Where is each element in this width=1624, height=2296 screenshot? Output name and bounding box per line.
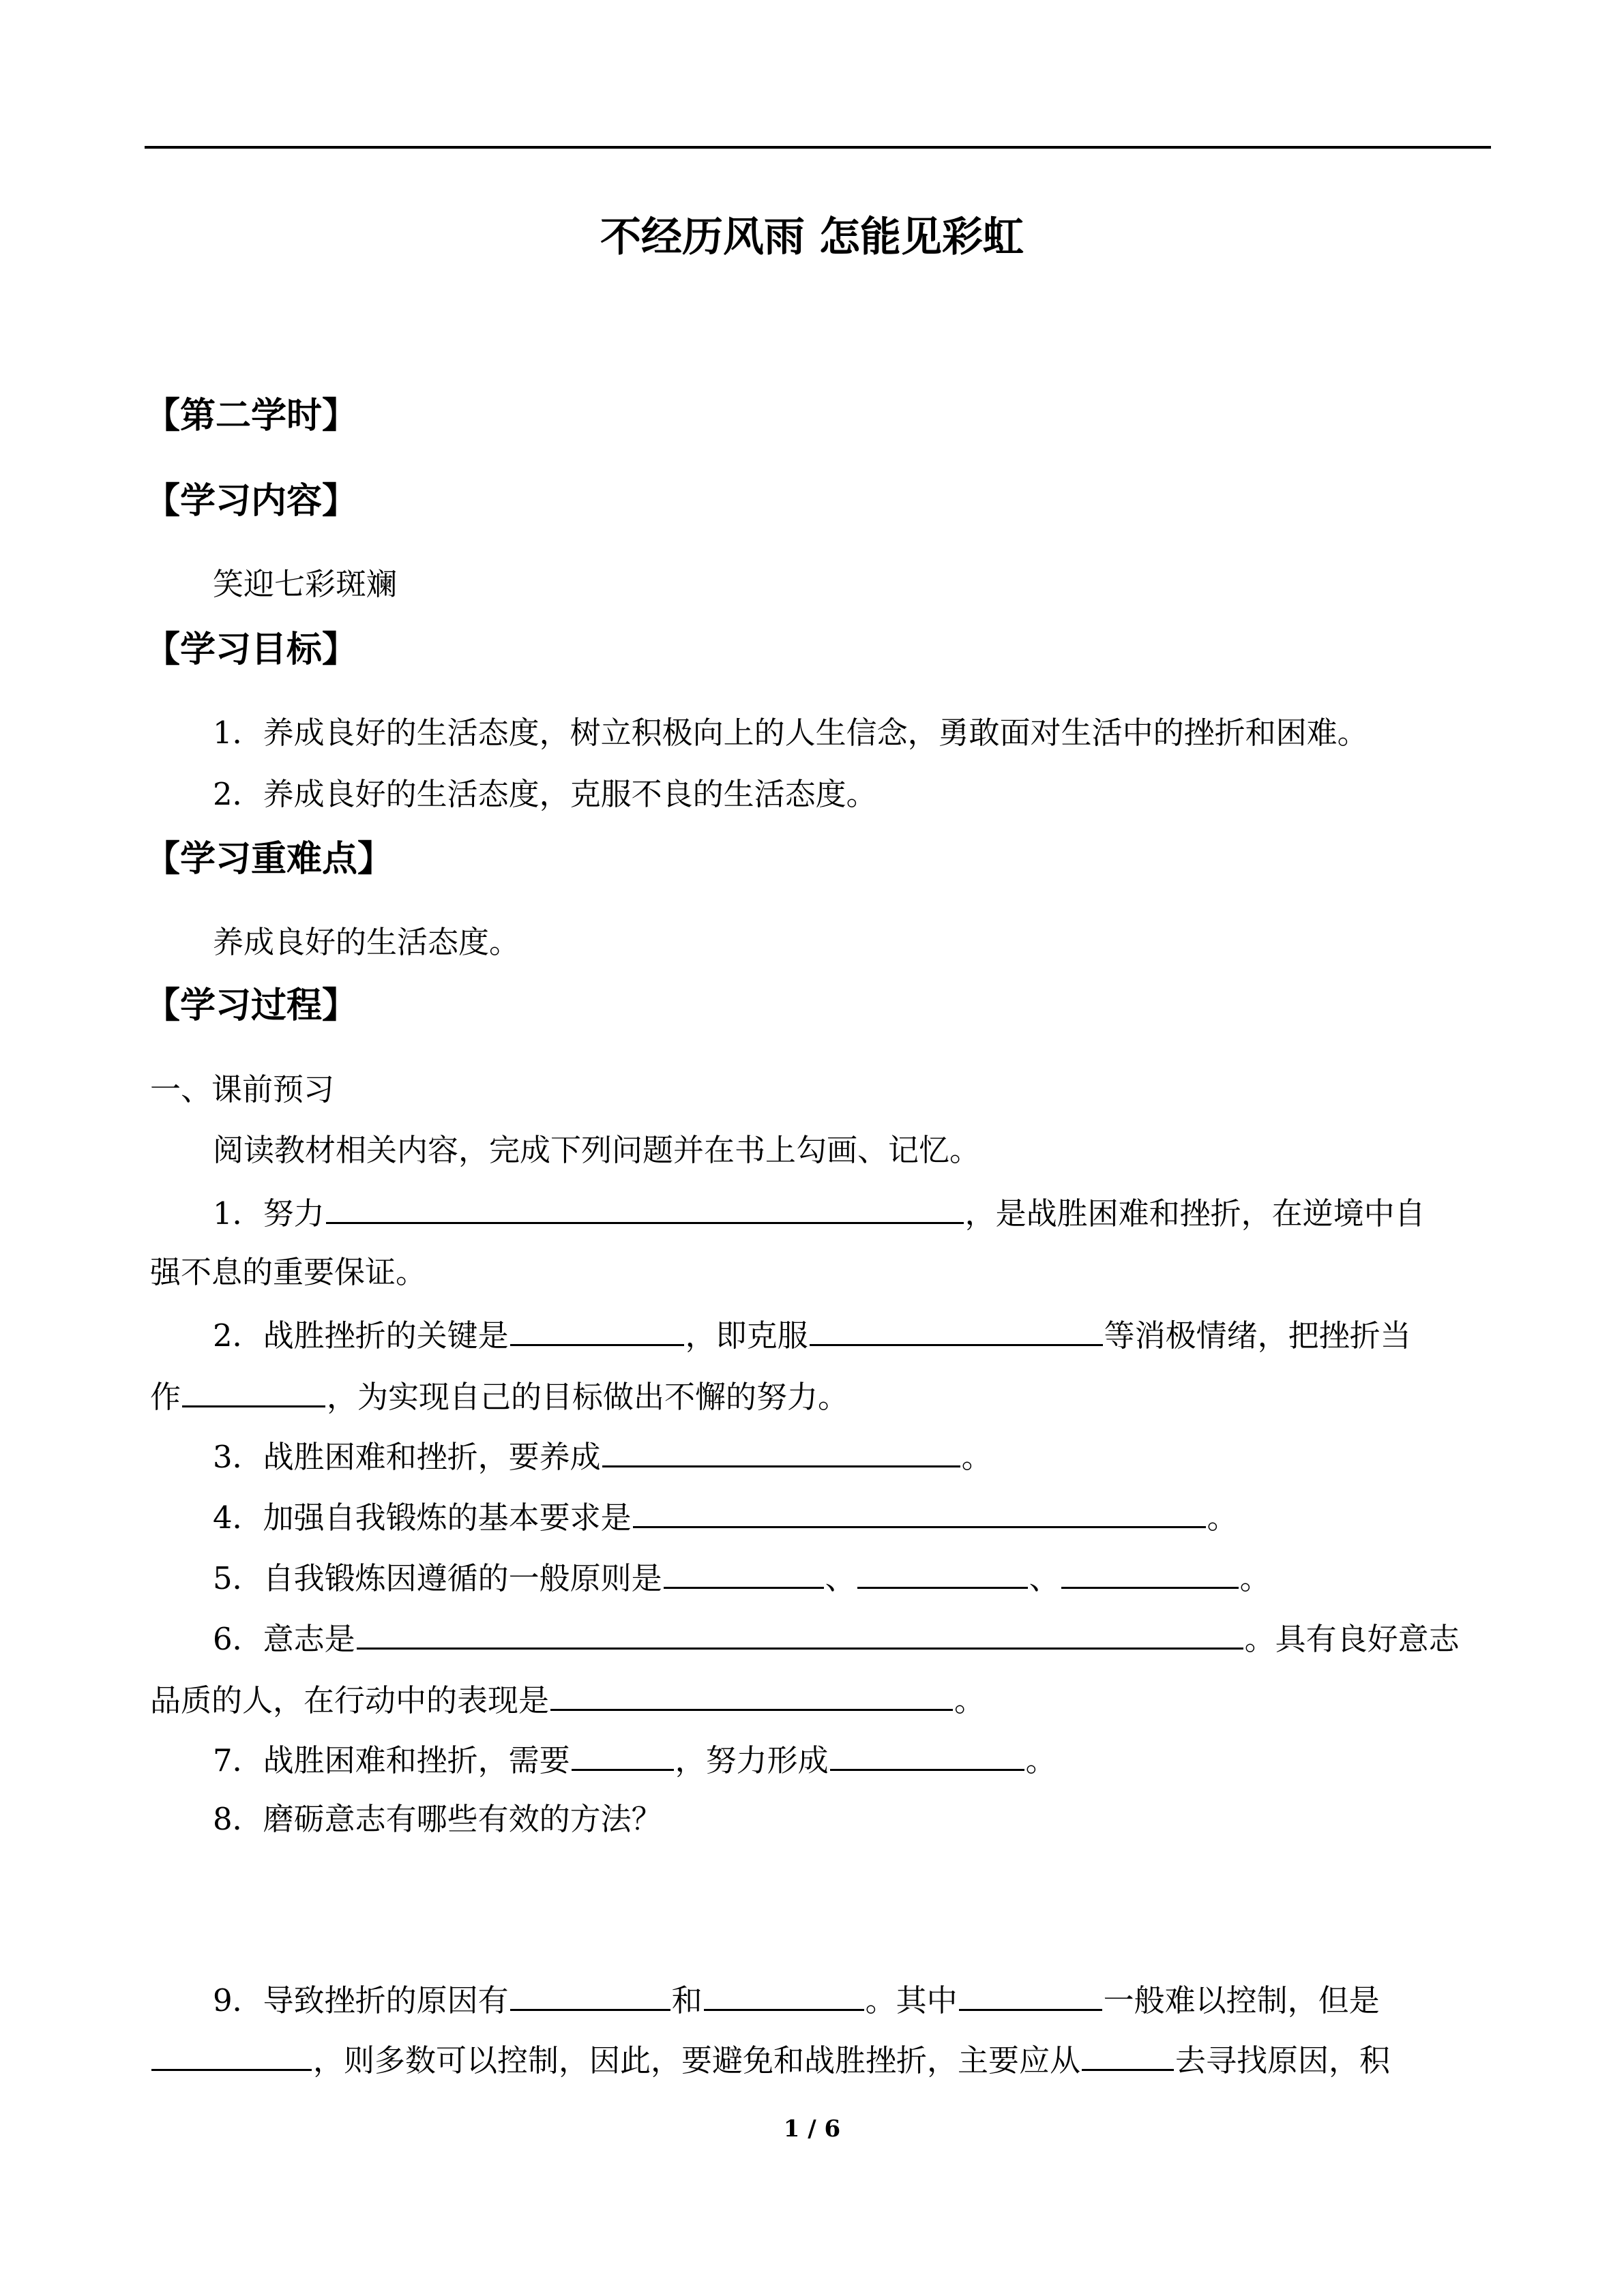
question-2: 2．战胜挫折的关键是 ，即克服 等消极情绪，把挫折当 bbox=[213, 1313, 1411, 1356]
blank[interactable] bbox=[550, 1678, 953, 1711]
question-4: 4．加强自我锻炼的基本要求是 。 bbox=[213, 1495, 1238, 1538]
blank[interactable] bbox=[1082, 2038, 1174, 2071]
heading-goals: 【学习目标】 bbox=[145, 629, 358, 670]
heading-process: 【学习过程】 bbox=[145, 985, 358, 1026]
intro-text: 阅读教材相关内容，完成下列问题并在书上勾画、记忆。 bbox=[213, 1132, 981, 1168]
blank[interactable] bbox=[810, 1313, 1103, 1346]
blank[interactable] bbox=[151, 2038, 312, 2071]
blank[interactable] bbox=[572, 1738, 674, 1771]
question-6: 6．意志是 。具有良好意志 bbox=[213, 1616, 1460, 1660]
content-text: 笑迎七彩斑斓 bbox=[213, 566, 398, 602]
question-8: 8．磨砺意志有哪些有效的方法？ bbox=[213, 1801, 662, 1837]
page-number: 1 / 6 bbox=[783, 2115, 841, 2143]
question-5: 5．自我锻炼因遵循的一般原则是 、 、 。 bbox=[213, 1555, 1271, 1599]
blank[interactable] bbox=[510, 1313, 684, 1346]
question-3: 3．战胜困难和挫折，要养成 。 bbox=[213, 1434, 992, 1478]
header-rule bbox=[145, 146, 1491, 149]
question-1: 1．努力 ，是战胜困难和挫折，在逆境中自 bbox=[213, 1191, 1426, 1234]
blank[interactable] bbox=[357, 1616, 1243, 1650]
blank[interactable] bbox=[326, 1191, 964, 1224]
blank[interactable] bbox=[664, 1555, 824, 1589]
key-text: 养成良好的生活态度。 bbox=[213, 924, 520, 960]
question-7: 7．战胜困难和挫折，需要 ，努力形成 。 bbox=[213, 1738, 1057, 1781]
section-title: 一、课前预习 bbox=[150, 1071, 335, 1107]
question-9-cont: ，则多数可以控制，因此，要避免和战胜挫折，主要应从 去寻找原因，积 bbox=[150, 2038, 1390, 2081]
question-6-cont: 品质的人，在行动中的表现是 。 bbox=[150, 1678, 985, 1721]
blank[interactable] bbox=[510, 1978, 670, 2011]
blank[interactable] bbox=[830, 1738, 1024, 1771]
blank[interactable] bbox=[182, 1374, 325, 1407]
blank[interactable] bbox=[633, 1495, 1206, 1528]
question-9: 9．导致挫折的原因有 和 。其中 一般难以控制，但是 bbox=[213, 1978, 1380, 2021]
blank[interactable] bbox=[959, 1978, 1102, 2011]
page-title: 不经历风雨 怎能见彩虹 bbox=[600, 213, 1024, 261]
question-1-cont: 强不息的重要保证。 bbox=[150, 1254, 427, 1290]
question-2-cont: 作 ，为实现自己的目标做出不懈的努力。 bbox=[150, 1374, 848, 1418]
heading-content: 【学习内容】 bbox=[145, 481, 358, 522]
heading-period: 【第二学时】 bbox=[145, 396, 358, 436]
blank[interactable] bbox=[704, 1978, 864, 2011]
blank[interactable] bbox=[1061, 1555, 1239, 1589]
goal-1: 1．养成良好的生活态度，树立积极向上的人生信念，勇敢面对生活中的挫折和困难。 bbox=[213, 715, 1368, 751]
goal-2: 2．养成良好的生活态度，克服不良的生活态度。 bbox=[213, 776, 877, 812]
heading-key: 【学习重难点】 bbox=[145, 839, 394, 880]
blank[interactable] bbox=[857, 1555, 1028, 1589]
blank[interactable] bbox=[602, 1434, 960, 1467]
